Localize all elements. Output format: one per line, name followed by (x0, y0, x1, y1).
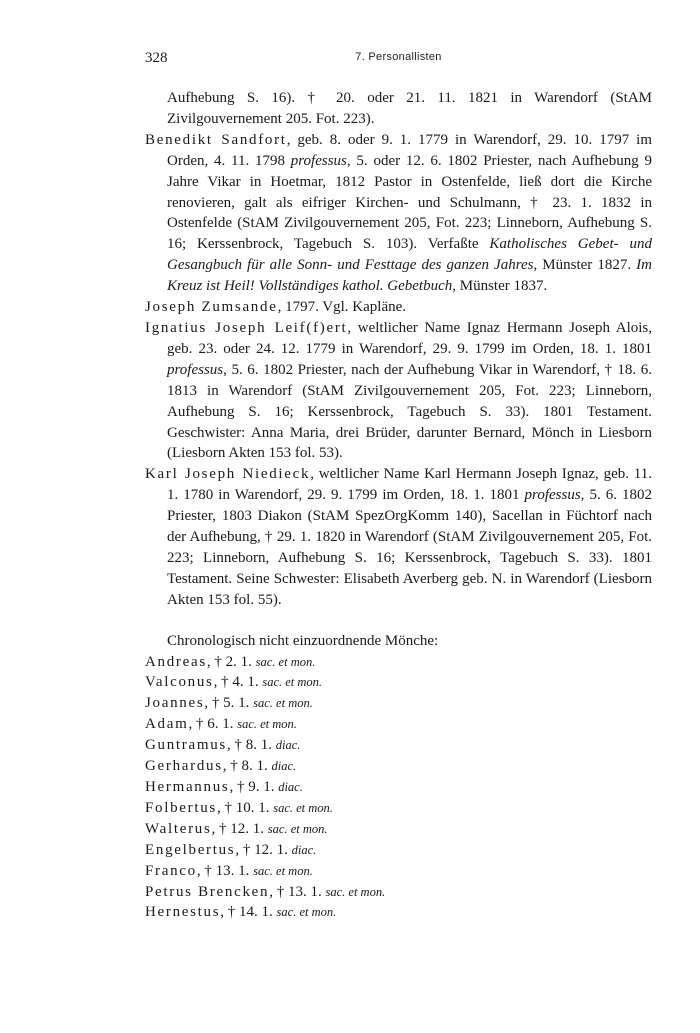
monk-name: Guntramus (145, 737, 227, 754)
monk-date: , † 6. 1. (188, 716, 238, 733)
entry-niedieck (145, 464, 652, 610)
section-intro: Chronologisch nicht einzuordnende Mönche: (167, 632, 439, 649)
monk-name: Adam (145, 716, 189, 733)
entry-text: , weltlicher Name Ignaz Hermann Joseph Alois, geb. 23. oder 24. 12. 1779 in Warendorf, 29. 9. 1799 im Orden, 18. 1. 1801 (167, 319, 652, 357)
entry-text: , geb. 8. oder 9. 1. 1779 in Warendorf, 29. 10. 1797 im Orden, 4. 11. 1798 (167, 131, 652, 169)
list-item (145, 798, 652, 819)
monk-note: sac. et mon. (262, 675, 323, 690)
list-item (145, 714, 652, 735)
section-gap (145, 611, 652, 631)
list-item (145, 840, 652, 861)
monk-date: , † 9. 1. (229, 779, 279, 795)
running-head: 7. Personallisten (355, 51, 442, 63)
entry-italic: professus (167, 361, 224, 378)
list-item (145, 735, 652, 756)
entry-text: , 5. oder 12. 6. 1802 Priester, nach Aufhebung 9 Jahre Vikar in Hoetmar, 1812 Pastor in Ostenfelde, ließ dort die Kirche renovieren, galt als eifriger Kirchen- und Schulmann, † 23. 1. 1832 in Ostenfelde (StAM Zivilgouvernement 205, Fot. 223; Linneborn, Aufhebung S. 16; Kerssenbrock, Tagebuch S. 103). Verfaßte (167, 152, 652, 253)
entry-text: Aufhebung S. 16). † 20. oder 21. 11. 1821 in Warendorf (StAM Zivilgouvernement 205. Fot. 223). (167, 90, 652, 127)
entry-zumsande (145, 297, 652, 318)
monk-date: , † 8. 1. (226, 737, 276, 754)
monk-note: diac. (271, 759, 297, 774)
page-header (145, 50, 652, 72)
monk-date: , † 14. 1. (220, 904, 277, 921)
monk-name: Hernestus (145, 904, 221, 921)
list-item (145, 756, 652, 777)
monk-note: sac. et mon. (253, 696, 313, 711)
page-body (145, 88, 652, 923)
monk-note: sac. et mon. (276, 905, 337, 920)
monk-note: sac. et mon. (273, 800, 333, 815)
monk-name: Hermannus (145, 779, 230, 795)
entry-book-title: Katholisches Gebet- und Gesangbuch für alle Sonn- und Festtage des ganzen Jahres (167, 236, 652, 274)
monk-date: , † 8. 1. (222, 758, 272, 775)
monk-date: , † 5. 1. (204, 695, 254, 712)
monk-name: Folbertus (145, 799, 217, 816)
entry-book-title: Im Kreuz ist Heil! Vollständiges kathol. Gebetbuch (167, 257, 652, 295)
list-item (145, 652, 652, 673)
entry-leifert (145, 318, 652, 464)
list-item (145, 861, 652, 882)
list-item (145, 777, 652, 798)
monk-note: sac. et mon. (237, 717, 297, 732)
monk-date: , † 12. 1. (211, 820, 268, 837)
monk-list (145, 652, 652, 924)
monk-date: , † 13. 1. (196, 862, 254, 879)
entry-name: Joseph Zumsande (145, 299, 278, 316)
entry-text: , 5. 6. 1802 Priester, 1803 Diakon (StAM SpezOrgKomm 140), Sacellan in Füchtorf nach der Aufhebung, † 29. 1. 1820 in Warendorf (StAM Zivilgouvernement 205, Fot. 223; Linneborn, Aufhebung S. 16; Kerssenbrock, Tagebuch S. 33). 1801 Testament. Seine Schwester: Elisabeth Averberg geb. N. in Warendorf (Liesborn Akten 153 fol. 55). (167, 487, 653, 608)
monk-date: , † 2. 1. (206, 653, 256, 670)
monk-note: sac. et mon. (325, 884, 386, 899)
entry-text: , Münster 1827. (533, 257, 637, 274)
list-item (145, 882, 652, 903)
entry-italic: professus (290, 152, 347, 169)
entry-italic: professus (524, 487, 581, 504)
entry-continuation (145, 88, 652, 130)
monk-name: Joannes (145, 695, 205, 712)
monk-name: Petrus Brencken (145, 883, 270, 900)
list-item (145, 693, 652, 714)
monk-note: sac. et mon. (267, 821, 328, 836)
entry-name: Karl Joseph Niedieck (145, 466, 311, 483)
list-item (145, 902, 652, 923)
monk-note: diac. (278, 780, 303, 794)
monk-note: diac. (291, 842, 317, 857)
entry-text: , weltlicher Name Karl Hermann Joseph Ignaz, geb. 11. 1. 1780 in Warendorf, 29. 9. 1799 im Orden, 18. 1. 1801 (167, 466, 652, 504)
monk-name: Valconus (145, 674, 214, 691)
monk-name: Franco (145, 862, 197, 879)
monk-date: , † 10. 1. (216, 799, 274, 816)
monk-note: sac. et mon. (253, 863, 313, 878)
monk-note: sac. et mon. (255, 654, 316, 669)
page-number: 328 (145, 50, 168, 66)
entry-name: Benedikt Sandfort (145, 131, 287, 148)
monk-name: Andreas (145, 653, 207, 670)
monk-name: Walterus (145, 820, 212, 837)
monk-date: , † 13. 1. (269, 883, 326, 900)
list-item (145, 672, 652, 693)
monk-name: Gerhardus (145, 758, 223, 775)
list-item (145, 819, 652, 840)
entry-text: , 5. 6. 1802 Priester, nach der Aufhebung Vikar in Warendorf, † 18. 6. 1813 in Warendorf (StAM Zivilgouvernement 205, Fot. 223; Linneborn, Aufhebung S. 16; Kerssenbrock, Tagebuch S. 33). 1801 Testament. Geschwister: Anna Maria, drei Brüder, darunter Bernard, Mönch in Liesborn (Liesborn Akten 153 fol. 53). (167, 361, 652, 462)
monk-date: , † 4. 1. (213, 674, 263, 691)
monk-date: , † 12. 1. (235, 841, 292, 858)
entry-name: Ignatius Joseph Leif(f)ert (145, 319, 348, 336)
monk-note: diac. (275, 738, 301, 753)
monk-name: Engelbertus (145, 841, 236, 858)
entry-sandfort (145, 130, 652, 297)
entry-text: , 1797. Vgl. Kapläne. (277, 299, 407, 316)
entry-text: , Münster 1837. (452, 278, 548, 295)
